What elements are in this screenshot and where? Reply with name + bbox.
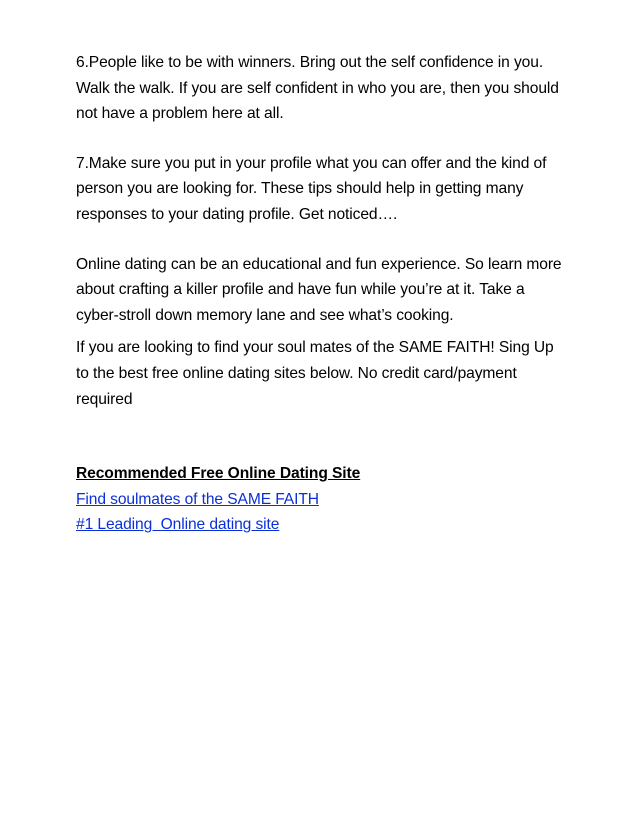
cta-paragraph: If you are looking to find your soul mates of the SAME FAITH! Sing Up to the best free online dating sites below. No credit card/payment required bbox=[76, 339, 554, 408]
soulmates-link[interactable]: Find soulmates of the SAME FAITH bbox=[76, 490, 319, 508]
recommended-section bbox=[76, 461, 562, 538]
intro-paragraph: Online dating can be an educational and fun experience. So learn more about crafting a killer profile and have fun while you’re at it. Take a cyber-stroll down memory lane and see what’s cooking. bbox=[76, 255, 562, 324]
leading-dating-site-link[interactable]: #1 Leading Online dating site bbox=[76, 516, 280, 534]
document-body bbox=[76, 50, 562, 538]
recommended-heading: Recommended Free Online Dating Site bbox=[76, 465, 361, 483]
tip-7-paragraph: 7.Make sure you put in your profile what you can offer and the kind of person you are looking for. These tips should help in getting many responses to your dating profile. Get noticed…. bbox=[76, 154, 547, 223]
tip-6-paragraph: 6.People like to be with winners. Bring out the self confidence in you. Walk the walk. If you are self confident in who you are, then you should not have a problem here at all. bbox=[76, 54, 559, 123]
